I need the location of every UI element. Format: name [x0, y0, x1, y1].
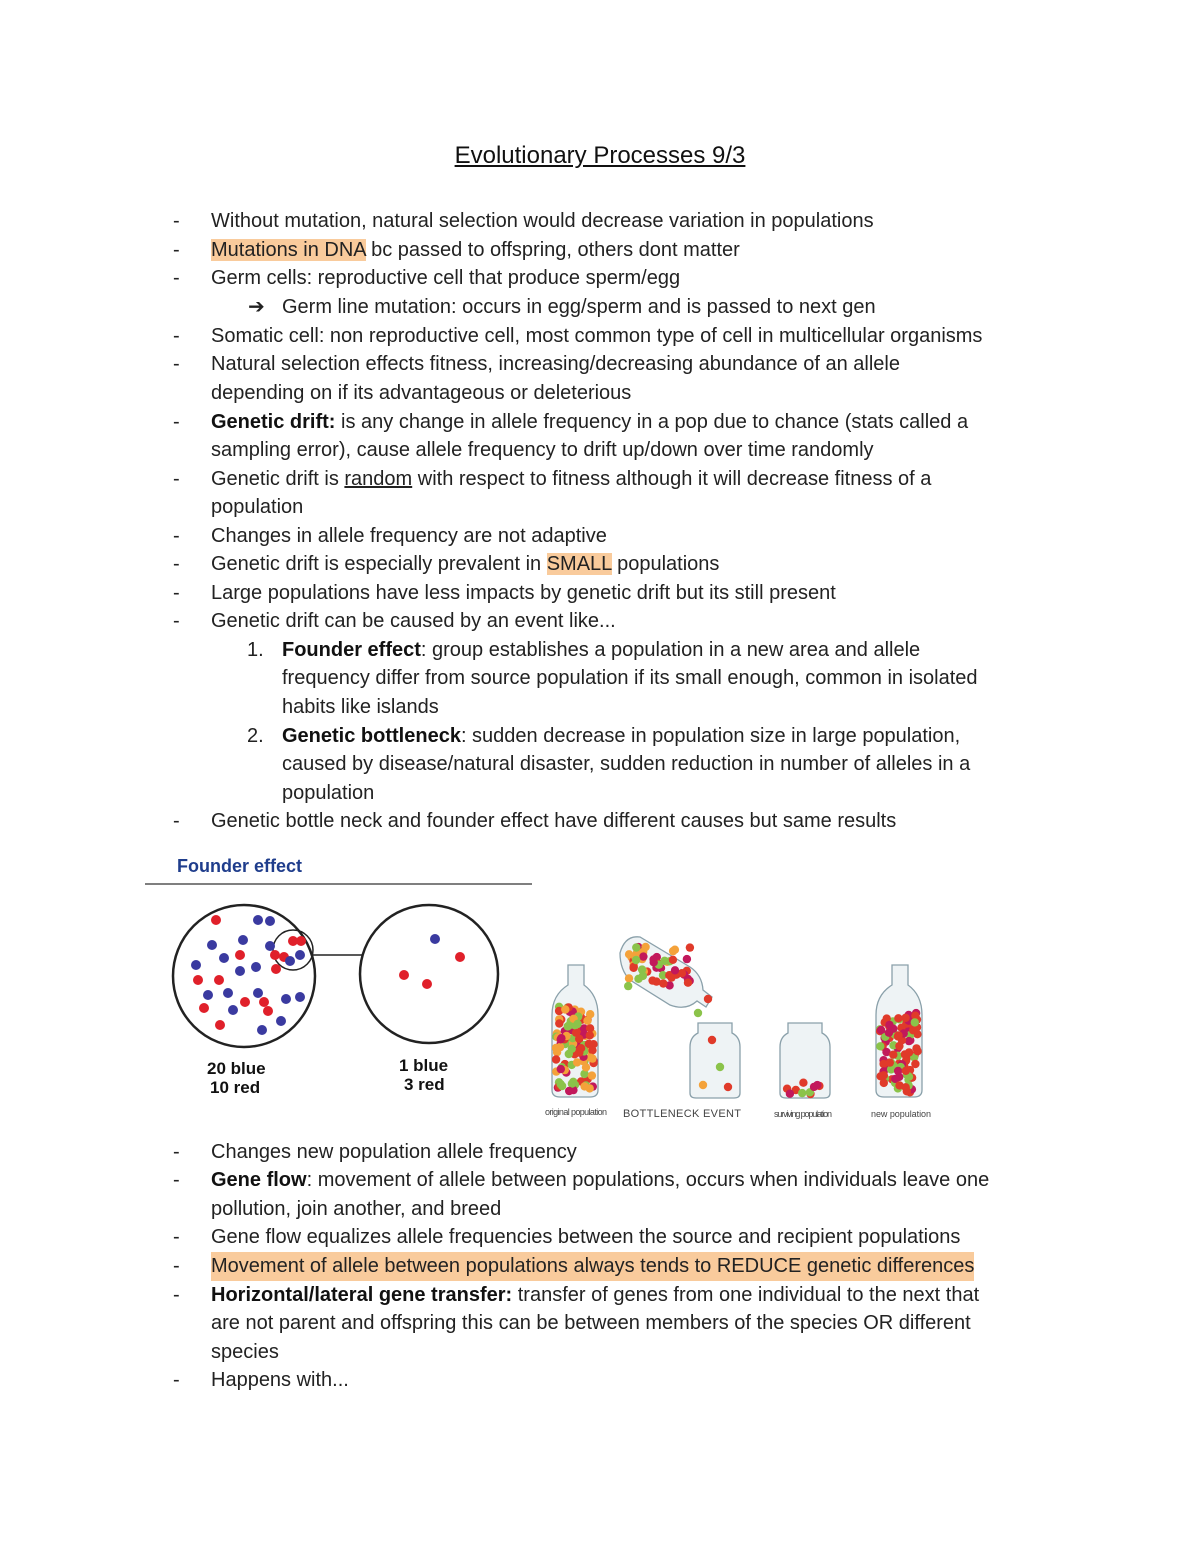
bead	[886, 1058, 894, 1066]
bead	[632, 943, 640, 951]
red-allele-dot	[259, 997, 269, 1007]
red-allele-dot	[214, 975, 224, 985]
blue-allele-dot	[265, 916, 275, 926]
red-allele-dot	[271, 964, 281, 974]
bead	[895, 1081, 903, 1089]
bullet-text-start: Genetic drift is especially prevalent in	[211, 553, 547, 575]
bead	[894, 1031, 902, 1039]
bead	[877, 1026, 885, 1034]
highlighted-text: SMALL	[546, 553, 612, 575]
founder-effect-diagram	[140, 845, 540, 1105]
blue-allele-dot	[251, 962, 261, 972]
bead	[660, 957, 668, 965]
blue-allele-dot	[238, 935, 248, 945]
bead	[901, 1014, 909, 1022]
red-allele-dot	[193, 975, 203, 985]
bead	[564, 1022, 572, 1030]
bullet-dash: -	[173, 1369, 180, 1391]
term-genetic-bottleneck: Genetic bottleneck	[282, 725, 461, 747]
blue-allele-dot	[265, 941, 275, 951]
blue-allele-dot	[430, 934, 440, 944]
bead	[902, 1067, 910, 1075]
bullet-dash: -	[173, 1226, 180, 1248]
bead	[641, 943, 649, 951]
underlined-text: random	[344, 468, 413, 490]
highlighted-text: Mutations in DNA	[211, 239, 366, 261]
bead	[894, 1067, 902, 1075]
bullet-text	[211, 550, 719, 579]
bead	[577, 1044, 585, 1052]
bead	[575, 1035, 583, 1043]
bead	[876, 1042, 884, 1050]
bead	[588, 1054, 596, 1062]
bullet-text	[211, 1281, 979, 1310]
term-founder-effect: Founder effect	[282, 639, 421, 661]
bullet-text: Natural selection effects fitness, increasing/decreasing abundance of an allele	[211, 353, 900, 375]
right-count-red: 3 red	[404, 1075, 445, 1094]
new-population-label: new population	[871, 1109, 931, 1119]
bead	[671, 946, 679, 954]
bead	[704, 995, 712, 1003]
left-count-red: 10 red	[210, 1078, 261, 1097]
bead	[813, 1081, 821, 1089]
bead	[889, 1051, 897, 1059]
bullet-text: Changes new population allele frequency	[211, 1141, 577, 1163]
page-title: Evolutionary Processes 9/3	[454, 142, 746, 169]
bead	[558, 1082, 566, 1090]
bead	[901, 1050, 909, 1058]
bullet-text	[211, 408, 968, 437]
red-allele-dot	[263, 1006, 273, 1016]
bead	[557, 1065, 565, 1073]
term-gene-flow: Gene flow	[211, 1169, 307, 1191]
bullet-text: Germ cells: reproductive cell that produce sperm/egg	[211, 267, 681, 289]
bead	[683, 955, 691, 963]
bead	[582, 1063, 590, 1071]
bullet-text	[211, 1166, 989, 1195]
blue-allele-dot	[223, 988, 233, 998]
bead	[699, 1081, 707, 1089]
sub-bullet-text: Germ line mutation: occurs in egg/sperm and is passed to next gen	[282, 296, 876, 318]
bead	[638, 965, 646, 973]
red-allele-dot	[422, 979, 432, 989]
bead	[568, 1080, 576, 1088]
item-number: 2.	[247, 725, 264, 747]
bead	[586, 1010, 594, 1018]
blue-allele-dot	[203, 990, 213, 1000]
bead	[880, 1079, 888, 1087]
new-population-circle	[360, 905, 498, 1043]
bead	[639, 952, 647, 960]
bullet-dash: -	[173, 353, 180, 375]
red-allele-dot	[270, 950, 280, 960]
bead	[565, 1050, 573, 1058]
bullet-text	[211, 236, 740, 265]
bullet-text: Genetic bottle neck and founder effect have different causes but same results	[211, 810, 897, 832]
bead	[573, 1020, 581, 1028]
blue-allele-dot	[276, 1016, 286, 1026]
bullet-text: Happens with...	[211, 1369, 349, 1391]
bullet-text-continued: species	[211, 1341, 279, 1363]
bullet-dash: -	[173, 411, 180, 433]
bead	[686, 943, 694, 951]
bead	[885, 1021, 893, 1029]
bead	[724, 1083, 732, 1091]
numbered-text	[282, 722, 960, 751]
blue-allele-dot	[257, 1025, 267, 1035]
red-allele-dot	[235, 950, 245, 960]
bead	[586, 1031, 594, 1039]
bead	[648, 976, 656, 984]
bullet-text-continued: sampling error), cause allele frequency to drift up/down over time randomly	[211, 439, 874, 461]
bead	[911, 1018, 919, 1026]
bullet-dash: -	[173, 325, 180, 347]
bead	[573, 1058, 581, 1066]
bullet-text-rest: : movement of allele between populations, occurs when individuals leave one	[306, 1169, 990, 1191]
bead	[632, 956, 640, 964]
numbered-text-continued: caused by disease/natural disaster, sudden reduction in number of alleles in a	[282, 753, 971, 775]
bead	[798, 1089, 806, 1097]
bottleneck-event-label: BOTTLENECK EVENT	[623, 1108, 741, 1120]
bullet-text-start: Genetic drift is	[211, 468, 345, 490]
blue-allele-dot	[219, 953, 229, 963]
red-allele-dot	[215, 1020, 225, 1030]
bullet-dash: -	[173, 1141, 180, 1163]
bullet-dash: -	[173, 610, 180, 632]
blue-allele-dot	[207, 940, 217, 950]
bullet-dash: -	[173, 525, 180, 547]
red-allele-dot	[199, 1003, 209, 1013]
bullet-dash: -	[173, 239, 180, 261]
bead	[552, 1044, 560, 1052]
bullet-text: Genetic drift can be caused by an event like...	[211, 610, 616, 632]
bead	[580, 1082, 588, 1090]
bullet-text: Somatic cell: non reproductive cell, most common type of cell in multicellular organisms	[211, 325, 983, 347]
blue-allele-dot	[295, 950, 305, 960]
bead	[557, 1034, 565, 1042]
blue-allele-dot	[235, 966, 245, 976]
red-allele-dot	[399, 970, 409, 980]
numbered-text-continued: frequency differ from source population if its small enough, common in isolated	[282, 667, 978, 689]
bead	[786, 1090, 794, 1098]
bullet-text-rest: bc passed to offspring, others dont matter	[365, 239, 740, 261]
bead	[911, 1060, 919, 1068]
bottleneck-jar	[690, 1023, 740, 1098]
blue-allele-dot	[295, 992, 305, 1002]
bullet-dash: -	[173, 1284, 180, 1306]
red-allele-dot	[211, 915, 221, 925]
founder-effect-title: Founder effect	[177, 856, 303, 876]
numbered-text-rest: : group establishes a population in a new area and allele	[420, 639, 921, 661]
bullet-text: Changes in allele frequency are not adaptive	[211, 525, 607, 547]
bullet-text-rest: transfer of genes from one individual to the next that	[512, 1284, 980, 1306]
blue-allele-dot	[281, 994, 291, 1004]
red-allele-dot	[455, 952, 465, 962]
bullet-text	[211, 465, 931, 494]
bullet-text: Gene flow equalizes allele frequencies between the source and recipient populations	[211, 1226, 961, 1248]
bullet-dash: -	[173, 553, 180, 575]
bead	[555, 1019, 563, 1027]
numbered-text-continued: population	[282, 782, 375, 804]
bead	[708, 1036, 716, 1044]
bead	[561, 1005, 569, 1013]
bead	[650, 958, 658, 966]
bead	[799, 1079, 807, 1087]
bullet-text-rest: with respect to fitness although it will decrease fitness of a	[412, 468, 932, 490]
bullet-text-continued: depending on if its advantageous or deleterious	[211, 382, 632, 404]
surviving-population-label: surviving population	[774, 1109, 832, 1119]
bead	[684, 979, 692, 987]
numbered-text-rest: : sudden decrease in population size in large population,	[460, 725, 961, 747]
numbered-text	[282, 636, 920, 665]
bullet-text-continued: pollution, join another, and breed	[211, 1198, 502, 1220]
bullet-text: Without mutation, natural selection would decrease variation in populations	[211, 210, 874, 232]
blue-allele-dot	[253, 988, 263, 998]
right-count-blue: 1 blue	[399, 1056, 449, 1075]
term-genetic-drift: Genetic drift:	[211, 411, 336, 433]
bullet-dash: -	[173, 1255, 180, 1277]
blue-allele-dot	[191, 960, 201, 970]
bead	[894, 1014, 902, 1022]
red-allele-dot	[240, 997, 250, 1007]
bottleneck-diagram	[540, 925, 940, 1130]
bead	[552, 1055, 560, 1063]
bullet-dash: -	[173, 267, 180, 289]
item-number: 1.	[247, 639, 264, 661]
bullet-dash: -	[173, 468, 180, 490]
bullet-text-continued: population	[211, 496, 304, 518]
bead	[588, 1071, 596, 1079]
bead	[585, 1040, 593, 1048]
bullet-text-rest: is any change in allele frequency in a pop due to chance (stats called a	[335, 411, 969, 433]
bead	[624, 982, 632, 990]
blue-allele-dot	[253, 915, 263, 925]
bullet-dash: -	[173, 210, 180, 232]
arrow-icon: ➔	[248, 296, 265, 318]
left-count-blue: 20 blue	[207, 1059, 266, 1078]
blue-allele-dot	[285, 956, 295, 966]
bead	[669, 956, 677, 964]
bead	[671, 966, 679, 974]
bullet-dash: -	[173, 582, 180, 604]
bead	[913, 1047, 921, 1055]
bullet-dash: -	[173, 1169, 180, 1191]
original-population-label: original population	[545, 1107, 607, 1117]
source-population-circle	[173, 905, 315, 1047]
bead	[565, 1087, 573, 1095]
bead	[694, 1009, 702, 1017]
bullet-text-continued: are not parent and offspring this can be between members of the species OR different	[211, 1312, 971, 1334]
blue-allele-dot	[228, 1005, 238, 1015]
bullet-text-rest: populations	[611, 553, 720, 575]
numbered-text-continued: habits like islands	[282, 696, 439, 718]
highlighted-text: Movement of allele between populations always tends to REDUCE genetic differences	[211, 1252, 974, 1281]
bullet-text: Large populations have less impacts by genetic drift but its still present	[211, 582, 836, 604]
bullet-dash: -	[173, 810, 180, 832]
term-horizontal-gene-transfer: Horizontal/lateral gene transfer:	[211, 1284, 513, 1306]
red-allele-dot	[296, 936, 306, 946]
bead	[716, 1063, 724, 1071]
bead	[625, 974, 633, 982]
